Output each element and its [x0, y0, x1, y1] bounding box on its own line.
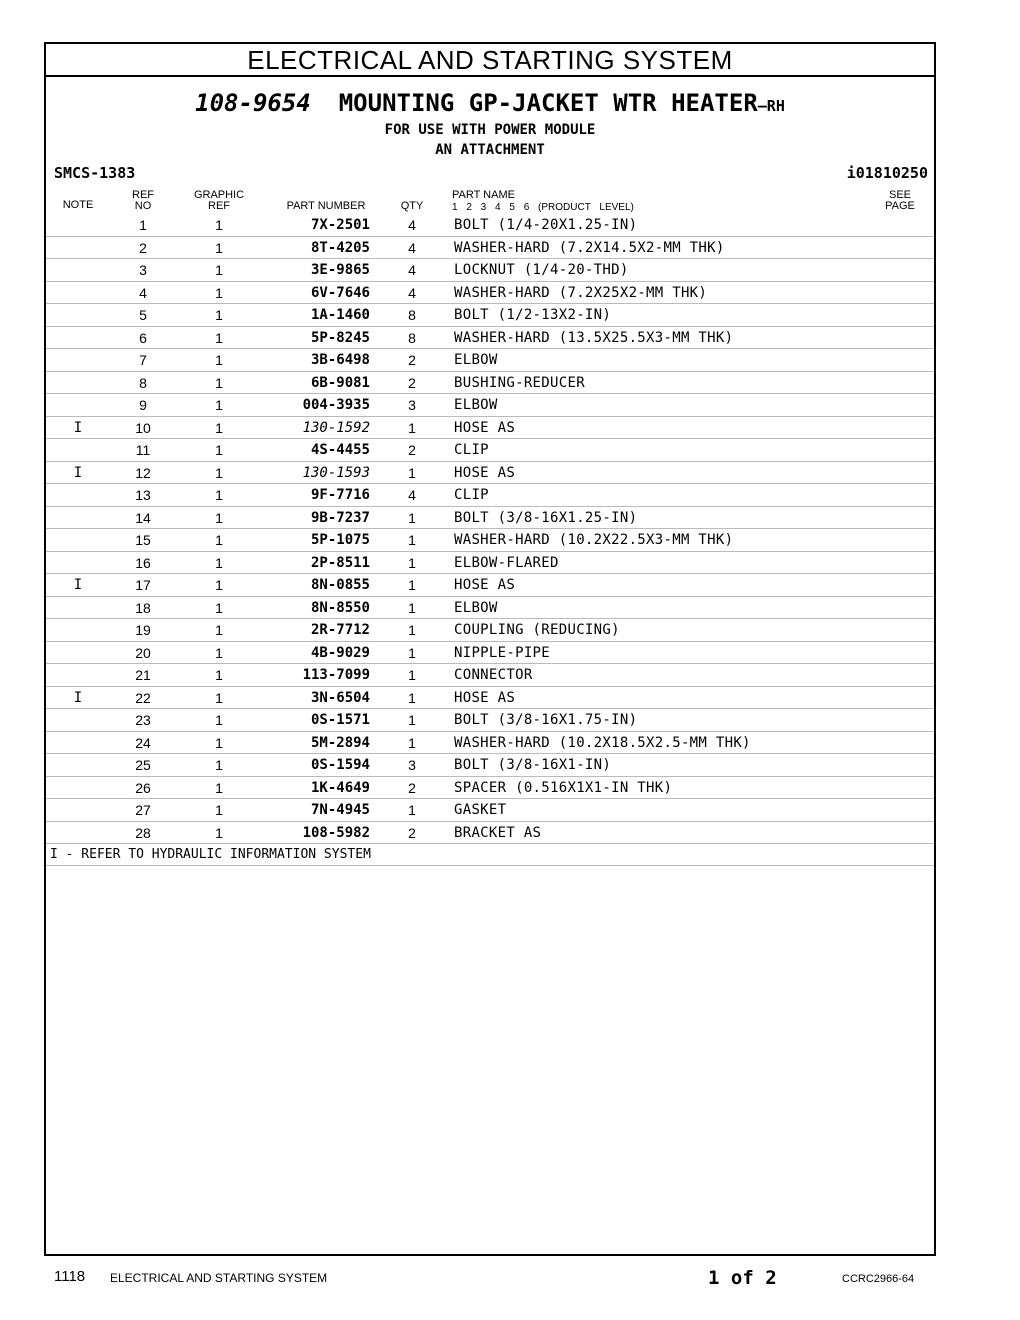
part-name-cell: BOLT (3/8-16X1.75-IN) [454, 712, 638, 728]
part-name-cell: CLIP [454, 442, 489, 458]
part-name-cell: LOCKNUT (1/4-20-THD) [454, 262, 629, 278]
graphic-ref-cell: 1 [215, 329, 223, 346]
qty-cell: 1 [408, 689, 416, 706]
part-name-cell: BOLT (1/4-20X1.25-IN) [454, 217, 638, 233]
qty-cell: 1 [408, 622, 416, 638]
part-name-cell: BOLT (3/8-16X1-IN) [454, 757, 612, 773]
table-row [46, 327, 934, 350]
table-row [46, 642, 934, 665]
table-row [46, 687, 934, 710]
part-number-cell: 8N-0855 [310, 577, 370, 593]
qty-cell: 1 [408, 532, 416, 548]
ref-no-cell: 27 [135, 802, 151, 818]
col-ref-2: NO [134, 200, 152, 212]
footnote-row [46, 844, 934, 866]
part-name-cell: BRACKET AS [454, 824, 542, 841]
table-row [46, 439, 934, 462]
part-number-cell: 130-1593 [302, 464, 370, 481]
table-row [46, 664, 934, 687]
qty-cell: 1 [408, 644, 416, 661]
part-number-cell: 6B-9081 [310, 374, 370, 391]
col-ref-1: REF [132, 189, 154, 201]
qty-cell: 4 [408, 239, 416, 256]
graphic-ref-cell: 1 [215, 397, 223, 413]
group-part-number: 108-9654 [195, 89, 311, 117]
table-row [46, 552, 934, 575]
part-name-cell: BUSHING-REDUCER [454, 374, 585, 391]
part-number-cell: 1K-4649 [310, 779, 370, 796]
ref-no-cell: 1 [139, 217, 147, 233]
ref-no-cell: 25 [135, 757, 151, 773]
part-number-cell: 9B-7237 [310, 509, 370, 526]
qty-cell: 1 [408, 554, 416, 571]
part-name-cell: HOSE AS [454, 689, 516, 706]
table-row [46, 349, 934, 372]
table-row [46, 529, 934, 552]
part-name-cell: ELBOW-FLARED [454, 554, 559, 571]
table-row [46, 237, 934, 260]
table-row [46, 754, 934, 777]
part-number-cell: 8T-4205 [310, 239, 370, 256]
section-banner: ELECTRICAL AND STARTING SYSTEM [46, 44, 934, 77]
table-row [46, 619, 934, 642]
qty-cell: 3 [408, 757, 416, 773]
qty-cell: 1 [408, 802, 416, 818]
note-cell: I [73, 464, 83, 481]
table-row [46, 372, 934, 395]
ref-no-cell: 17 [135, 577, 151, 593]
graphic-ref-cell: 1 [215, 712, 223, 728]
col-graphic-1: GRAPHIC [193, 189, 245, 201]
part-number-cell: 1A-1460 [310, 307, 370, 323]
ref-no-cell: 22 [135, 689, 151, 706]
graphic-ref-cell: 1 [215, 757, 223, 773]
part-number-cell: 2R-7712 [310, 622, 370, 638]
table-row [46, 732, 934, 755]
part-number-cell: 3E-9865 [310, 262, 370, 278]
graphic-ref-cell: 1 [215, 577, 223, 593]
part-name-cell: BOLT (3/8-16X1.25-IN) [454, 509, 638, 526]
graphic-ref-cell: 1 [215, 239, 223, 256]
ref-no-cell: 3 [139, 262, 147, 278]
part-name-cell: CLIP [454, 487, 489, 503]
part-number-cell: 7N-4945 [310, 802, 370, 818]
qty-cell: 1 [408, 599, 416, 616]
part-number-cell: 2P-8511 [310, 554, 370, 571]
ref-no-cell: 16 [135, 554, 151, 571]
ref-no-cell: 12 [135, 464, 151, 481]
col-part-name: PART NAME [452, 189, 515, 201]
part-name-cell: SPACER (0.516X1X1-IN THK) [454, 779, 673, 796]
table-row [46, 214, 934, 237]
part-number-cell: 0S-1594 [310, 757, 370, 773]
graphic-ref-cell: 1 [215, 262, 223, 278]
table-row [46, 822, 934, 845]
part-number-cell: 108-5982 [302, 824, 370, 841]
graphic-ref-cell: 1 [215, 824, 223, 841]
group-title: MOUNTING GP-JACKET WTR HEATER [338, 89, 758, 117]
graphic-ref-cell: 1 [215, 779, 223, 796]
qty-cell: 4 [408, 262, 416, 278]
part-name-cell: BOLT (1/2-13X2-IN) [454, 307, 612, 323]
graphic-ref-cell: 1 [215, 734, 223, 751]
smcs-code: SMCS-1383 [54, 164, 136, 182]
col-graphic-2: REF [208, 200, 230, 212]
ref-no-cell: 18 [135, 599, 151, 616]
part-name-cell: WASHER-HARD (7.2X14.5X2-MM THK) [454, 239, 725, 256]
col-note: NOTE [62, 199, 94, 211]
ref-no-cell: 4 [139, 284, 147, 301]
table-row [46, 304, 934, 327]
part-name-cell: CONNECTOR [454, 667, 533, 683]
col-see-2: PAGE [885, 200, 915, 212]
col-qty: QTY [400, 200, 424, 212]
part-name-cell: HOSE AS [454, 419, 516, 436]
part-name-cell: WASHER-HARD (10.2X18.5X2.5-MM THK) [454, 734, 751, 751]
qty-cell: 1 [408, 577, 416, 593]
part-name-cell: NIPPLE-PIPE [454, 644, 551, 661]
col-product-levels: 1 2 3 4 5 6 (PRODUCT LEVEL) [452, 202, 634, 213]
ref-no-cell: 23 [135, 712, 151, 728]
graphic-ref-cell: 1 [215, 419, 223, 436]
graphic-ref-cell: 1 [215, 532, 223, 548]
part-number-cell: 5P-1075 [310, 532, 370, 548]
graphic-ref-cell: 1 [215, 509, 223, 526]
part-number-cell: 0S-1571 [310, 712, 370, 728]
group-title-suffix: —RH [757, 97, 785, 115]
ref-no-cell: 5 [139, 307, 147, 323]
qty-cell: 1 [408, 712, 416, 728]
qty-cell: 1 [408, 509, 416, 526]
part-number-cell: 4B-9029 [310, 644, 370, 661]
part-name-cell: HOSE AS [454, 577, 516, 593]
table-row [46, 462, 934, 485]
ref-no-cell: 2 [139, 239, 147, 256]
part-number-cell: 3N-6504 [310, 689, 370, 706]
qty-cell: 2 [408, 352, 416, 368]
part-number-cell: 113-7099 [302, 667, 370, 683]
qty-cell: 1 [408, 419, 416, 436]
table-row [46, 709, 934, 732]
part-number-cell: 5M-2894 [310, 734, 370, 751]
smcs-row [54, 164, 928, 184]
ref-no-cell: 15 [135, 532, 151, 548]
part-name-cell: HOSE AS [454, 464, 516, 481]
footnote-text: I - REFER TO HYDRAULIC INFORMATION SYSTEM [50, 847, 371, 862]
qty-cell: 4 [408, 487, 416, 503]
ref-no-cell: 26 [135, 779, 151, 796]
parts-table [46, 214, 934, 866]
graphic-ref-cell: 1 [215, 622, 223, 638]
part-name-cell: WASHER-HARD (7.2X25X2-MM THK) [454, 284, 708, 301]
ref-no-cell: 14 [135, 509, 151, 526]
graphic-ref-cell: 1 [215, 307, 223, 323]
subtitle-2: AN ATTACHMENT [435, 142, 545, 158]
part-number-cell: 7X-2501 [310, 217, 370, 233]
graphic-ref-cell: 1 [215, 554, 223, 571]
part-number-cell: 004-3935 [302, 397, 370, 413]
qty-cell: 2 [408, 442, 416, 458]
part-name-cell: WASHER-HARD (13.5X25.5X3-MM THK) [454, 329, 734, 346]
table-row [46, 507, 934, 530]
part-number-cell: 8N-8550 [310, 599, 370, 616]
ref-no-cell: 19 [135, 622, 151, 638]
table-row [46, 394, 934, 417]
graphic-ref-cell: 1 [215, 352, 223, 368]
page-title [46, 89, 934, 120]
graphic-ref-cell: 1 [215, 667, 223, 683]
page-frame [44, 42, 936, 1256]
qty-cell: 4 [408, 217, 416, 233]
ref-no-cell: 9 [139, 397, 147, 413]
ref-no-cell: 13 [135, 487, 151, 503]
title-block [46, 77, 934, 160]
graphic-ref-cell: 1 [215, 487, 223, 503]
ref-no-cell: 20 [135, 644, 151, 661]
table-row [46, 574, 934, 597]
ref-no-cell: 21 [135, 667, 151, 683]
ref-no-cell: 8 [139, 374, 147, 391]
note-cell: I [73, 689, 83, 706]
graphic-ref-cell: 1 [215, 644, 223, 661]
part-number-cell: 6V-7646 [310, 284, 370, 301]
part-name-cell: GASKET [454, 802, 507, 818]
part-name-cell: ELBOW [454, 599, 498, 616]
graphic-ref-cell: 1 [215, 442, 223, 458]
graphic-ref-cell: 1 [215, 802, 223, 818]
ref-no-cell: 10 [135, 419, 151, 436]
part-number-cell: 9F-7716 [310, 487, 370, 503]
graphic-ref-cell: 1 [215, 599, 223, 616]
part-number-cell: 5P-8245 [310, 329, 370, 346]
ref-no-cell: 24 [135, 734, 151, 751]
part-name-cell: ELBOW [454, 397, 498, 413]
graphic-ref-cell: 1 [215, 689, 223, 706]
graphic-ref-cell: 1 [215, 374, 223, 391]
graphic-ref-cell: 1 [215, 464, 223, 481]
qty-cell: 3 [408, 397, 416, 413]
graphic-ref-cell: 1 [215, 217, 223, 233]
qty-cell: 4 [408, 284, 416, 301]
footer-section: ELECTRICAL AND STARTING SYSTEM [110, 1271, 328, 1285]
col-see-1: SEE [888, 189, 911, 201]
part-number-cell: 130-1592 [302, 419, 370, 436]
qty-cell: 2 [408, 779, 416, 796]
part-name-cell: COUPLING (REDUCING) [454, 622, 620, 638]
part-number-cell: 4S-4455 [310, 442, 370, 458]
note-cell: I [73, 577, 83, 593]
col-part-number: PART NUMBER [286, 200, 366, 212]
document-id: i01810250 [846, 164, 928, 182]
footer-page-of: 1 of 2 [708, 1267, 777, 1289]
footer-page-number: 1118 [54, 1268, 86, 1285]
table-row [46, 777, 934, 800]
table-row [46, 282, 934, 305]
subtitle-1: FOR USE WITH POWER MODULE [384, 122, 596, 138]
qty-cell: 2 [408, 824, 416, 841]
ref-no-cell: 11 [135, 442, 151, 458]
ref-no-cell: 6 [139, 329, 147, 346]
table-row [46, 597, 934, 620]
footer-code: CCRC2966-64 [842, 1273, 915, 1285]
table-row [46, 799, 934, 822]
qty-cell: 2 [408, 374, 416, 391]
part-name-cell: ELBOW [454, 352, 498, 368]
part-number-cell: 3B-6498 [310, 352, 370, 368]
table-row [46, 259, 934, 282]
qty-cell: 1 [408, 734, 416, 751]
ref-no-cell: 28 [135, 824, 151, 841]
qty-cell: 8 [408, 329, 416, 346]
graphic-ref-cell: 1 [215, 284, 223, 301]
qty-cell: 1 [408, 667, 416, 683]
note-cell: I [73, 419, 83, 436]
table-row [46, 417, 934, 440]
qty-cell: 1 [408, 464, 416, 481]
qty-cell: 8 [408, 307, 416, 323]
table-row [46, 484, 934, 507]
part-name-cell: WASHER-HARD (10.2X22.5X3-MM THK) [454, 532, 734, 548]
ref-no-cell: 7 [139, 352, 147, 368]
page-footer [0, 1268, 1020, 1292]
